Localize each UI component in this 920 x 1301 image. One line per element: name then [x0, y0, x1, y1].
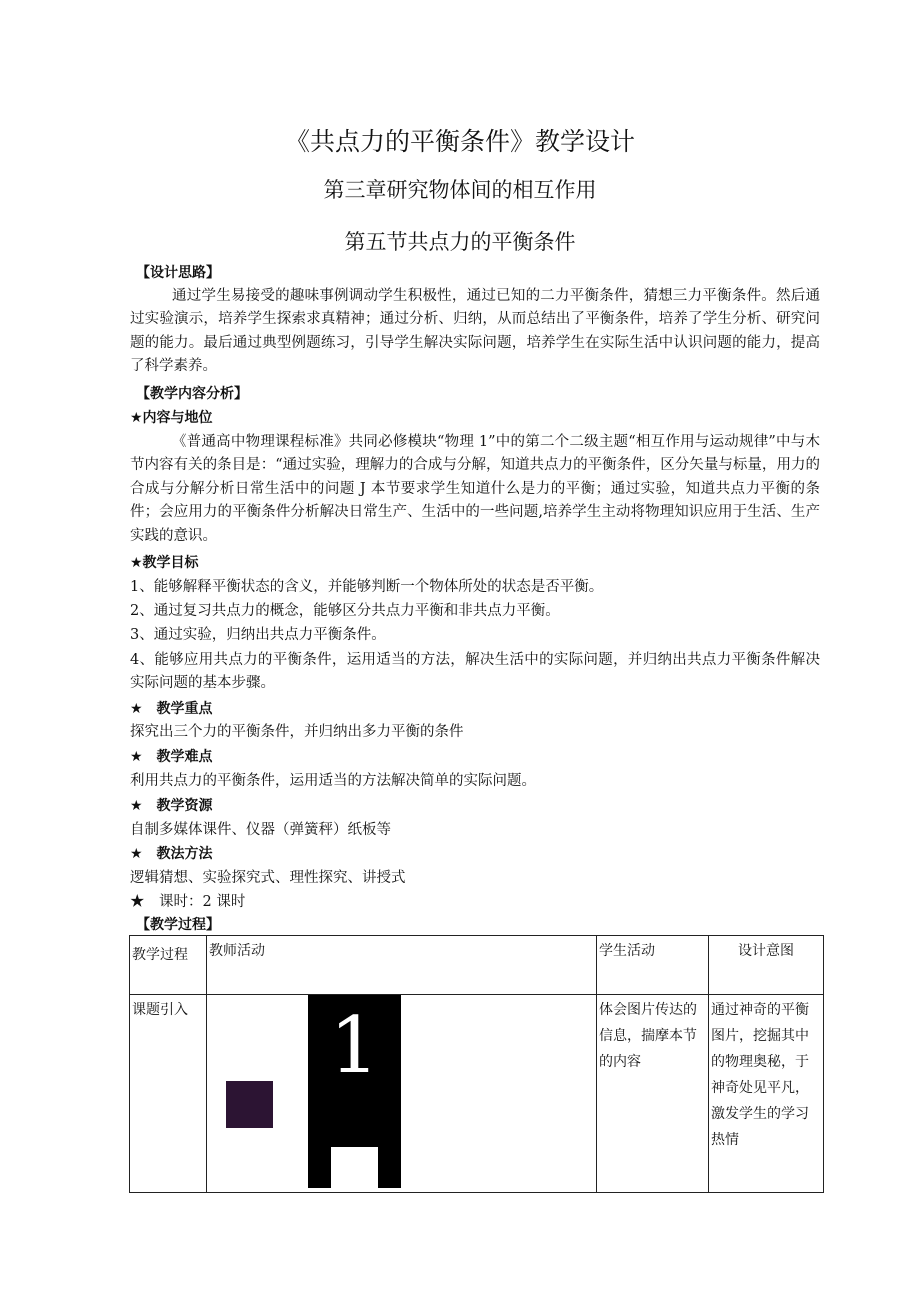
teacher-cell: [207, 995, 597, 1193]
figure-number: 1: [329, 1001, 380, 1091]
process-heading: 【教学过程】: [136, 917, 220, 933]
resources-heading: ★ 教学资源: [130, 798, 213, 814]
design-paragraph: 通过学生易接受的趣味事例调动学生积极性，通过已知的二力平衡条件，猜想三力平衡条件。然后通过实验演示，培养学生探索求真精神；通过分析、归纳，从而总结出了平衡条件，培养了学生分析、研究问题的能力。最后通过典型例题练习，引导学生解决实际问题，培养学生在实际生活中认识问题的能力，提高了科学素养。: [130, 288, 820, 375]
difficulty-heading: ★ 教学难点: [130, 749, 213, 765]
analysis-heading: 【教学内容分析】: [136, 386, 248, 402]
column-header-intent: 设计意图: [709, 936, 824, 995]
content-heading: ★内容与地位: [130, 410, 213, 426]
goal-item: 2、通过复习共点力的概念，能够区分共点力平衡和非共点力平衡。: [130, 603, 560, 619]
content-paragraph: 《普通高中物理课程标准》共同必修模块“物理 1”中的第二个二级主题“相互作用与运动规律”中与木节内容有关的条目是：“通过实验，理解力的合成与分解，知道共点力的平衡条件，区分矢量与标量，用力的合成与分解分析日常生活中的问题 J 本节要求学生知道什么是力的平衡；通过实验，知道共点力平衡的条件；会应用力的平衡条件分析解决日常生产、生活中的一些问题,培养学生主动将物理知识应用于生活、生产实践的意识。: [130, 434, 820, 544]
methods-text: 逻辑猜想、实验探究式、理性探究、讲授式: [130, 870, 406, 886]
resources-text: 自制多媒体课件、仪器（弹簧秤）纸板等: [130, 822, 391, 838]
design-heading: 【设计思路】: [136, 265, 220, 281]
goals-heading: ★教学目标: [130, 555, 199, 571]
doc-title: 《共点力的平衡条件》教学设计: [284, 127, 635, 156]
column-header-student: 学生活动: [597, 936, 709, 995]
hours-text: ★ 课时：2 课时: [130, 894, 246, 910]
student-cell: 体会图片传达的信息，揣摩本节的内容: [597, 995, 709, 1193]
difficulty-text: 利用共点力的平衡条件，运用适当的方法解决简单的实际问题。: [130, 773, 536, 789]
chapter-title: 第三章研究物体间的相互作用: [323, 178, 597, 202]
intent-cell: 通过神奇的平衡图片，挖掘其中的物理奥秘，于神奇处见平凡，激发学生的学习热情: [709, 995, 824, 1193]
goal-item: 3、通过实验，归纳出共点力平衡条件。: [130, 627, 386, 643]
key-point-text: 探究出三个力的平衡条件，并归纳出多力平衡的条件: [130, 724, 464, 740]
goal-item: 4、能够应用共点力的平衡条件，运用适当的方法，解决生活中的实际问题，并归纳出共点力平衡条件解决实际问题的基本步骤。: [130, 652, 820, 692]
process-table: [129, 935, 824, 1193]
table-header-row: [130, 936, 824, 995]
figure-dark-square: [226, 1081, 273, 1128]
methods-heading: ★ 教法方法: [130, 846, 213, 862]
goal-item: 1、能够解释平衡状态的含义，并能够判断一个物体所处的状态是否平衡。: [130, 579, 604, 595]
table-row: [130, 995, 824, 1193]
column-header-stage: 教学过程: [130, 936, 207, 995]
column-header-teacher: 教师活动: [207, 936, 597, 995]
intro-figure: [207, 995, 596, 1188]
figure-white-notch: [331, 1147, 378, 1188]
key-point-heading: ★ 教学重点: [130, 701, 213, 717]
section-title: 第五节共点力的平衡条件: [344, 230, 576, 254]
stage-cell: 课题引入: [130, 995, 207, 1193]
